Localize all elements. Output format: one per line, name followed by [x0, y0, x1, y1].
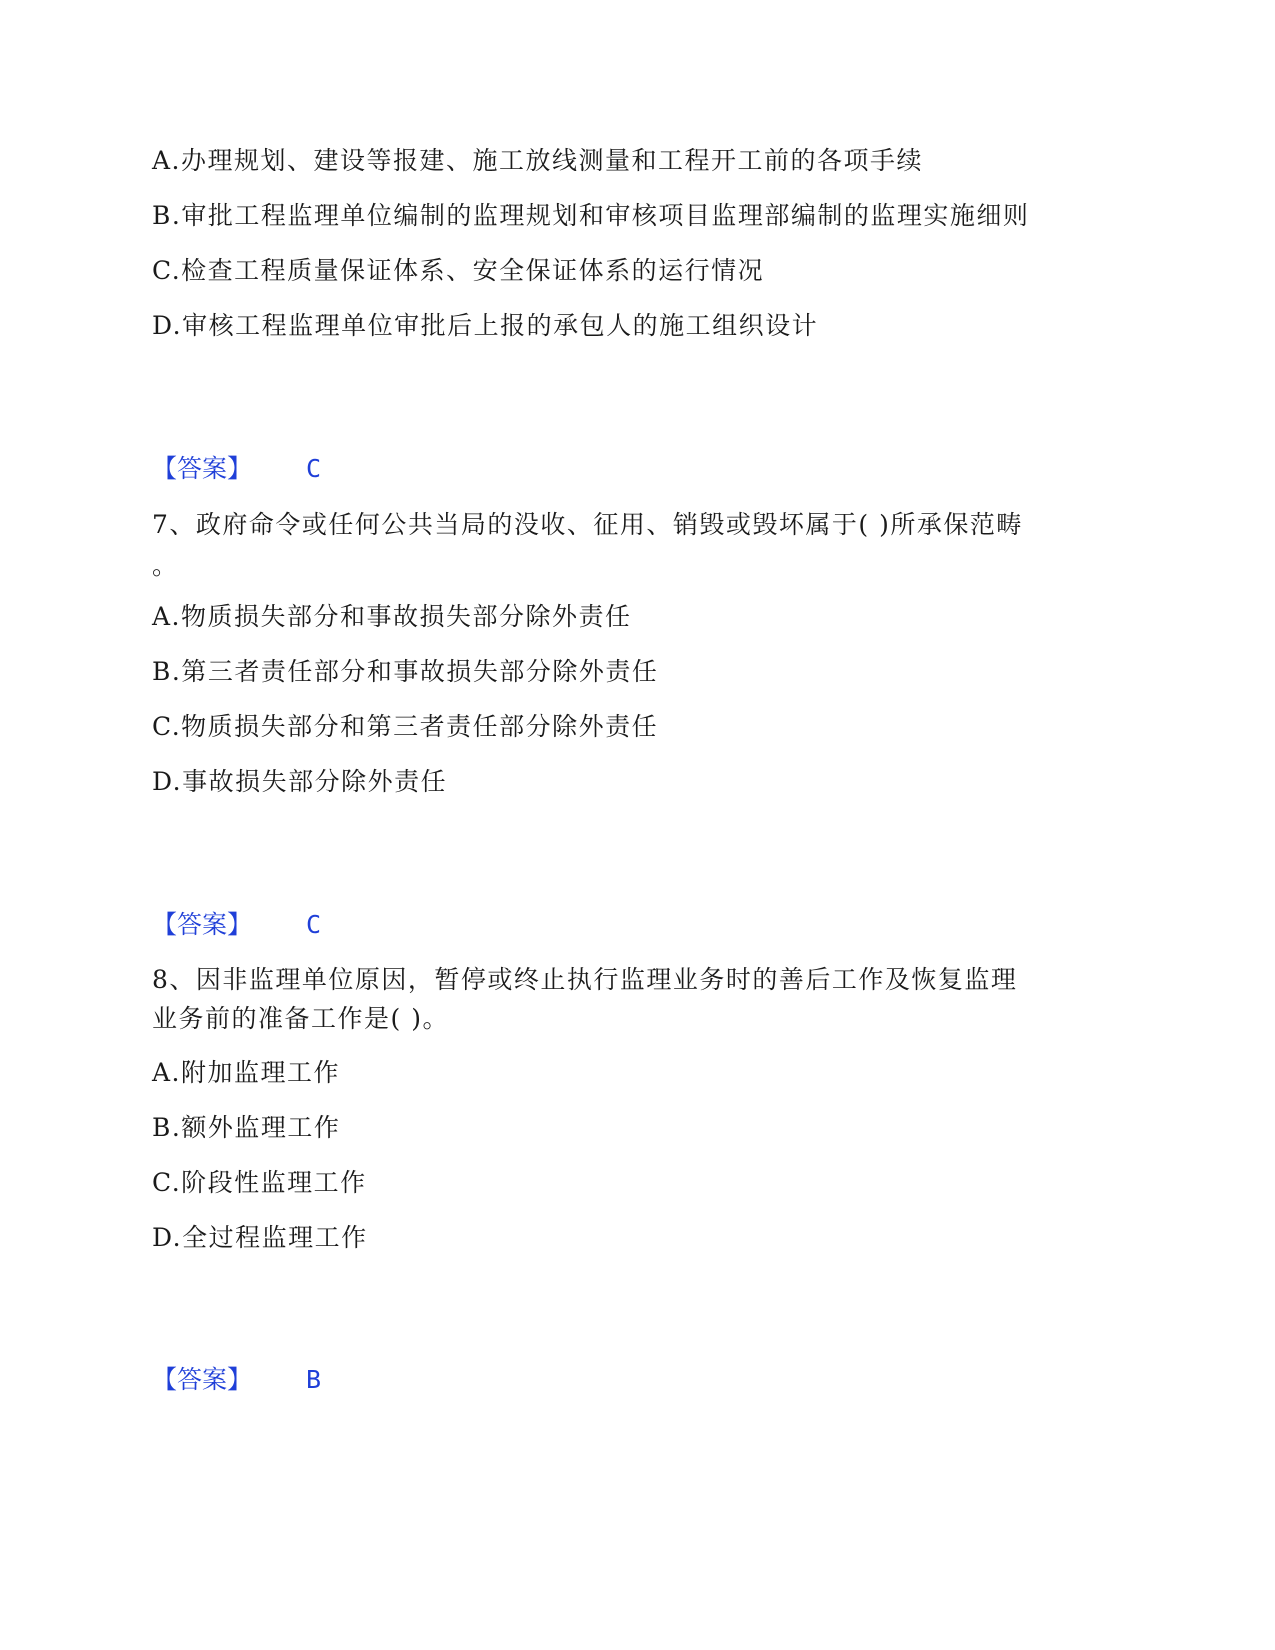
q8-stem-line-2: 业务前的准备工作是( )。	[152, 1004, 449, 1033]
q7-option-c: C.物质损失部分和第三者责任部分除外责任	[152, 712, 659, 741]
q6-option-c: C.检查工程质量保证体系、安全保证体系的运行情况	[152, 256, 765, 285]
q7-option-a: A.物质损失部分和事故损失部分除外责任	[152, 602, 632, 631]
q7-option-b: B.第三者责任部分和事故损失部分除外责任	[152, 657, 659, 686]
q8-answer	[152, 1363, 321, 1397]
q8-option-c: C.阶段性监理工作	[152, 1168, 367, 1197]
q7-stem-line-1: 7、政府命令或任何公共当局的没收、征用、销毁或毁坏属于( )所承保范畴	[152, 510, 1023, 539]
answer-label: 【答案】	[152, 910, 253, 939]
answer-value: C	[306, 454, 322, 483]
q6-option-a: A.办理规划、建设等报建、施工放线测量和工程开工前的各项手续	[152, 146, 924, 175]
answer-value: C	[306, 910, 322, 939]
q8-option-b: B.额外监理工作	[152, 1113, 341, 1142]
q8-option-a: A.附加监理工作	[152, 1058, 341, 1087]
answer-label: 【答案】	[152, 454, 253, 483]
q6-answer	[152, 452, 321, 486]
q7-stem-line-2: 。	[152, 551, 179, 580]
q6-option-d: D.审核工程监理单位审批后上报的承包人的施工组织设计	[152, 311, 819, 340]
q8-option-d: D.全过程监理工作	[152, 1223, 368, 1252]
q7-answer	[152, 908, 321, 942]
q8-stem-line-1: 8、因非监理单位原因，暂停或终止执行监理业务时的善后工作及恢复监理	[152, 965, 1018, 994]
answer-label: 【答案】	[152, 1365, 253, 1394]
q6-option-b: B.审批工程监理单位编制的监理规划和审核项目监理部编制的监理实施细则	[152, 201, 1030, 230]
answer-value: B	[306, 1365, 322, 1394]
q7-option-d: D.事故损失部分除外责任	[152, 767, 448, 796]
